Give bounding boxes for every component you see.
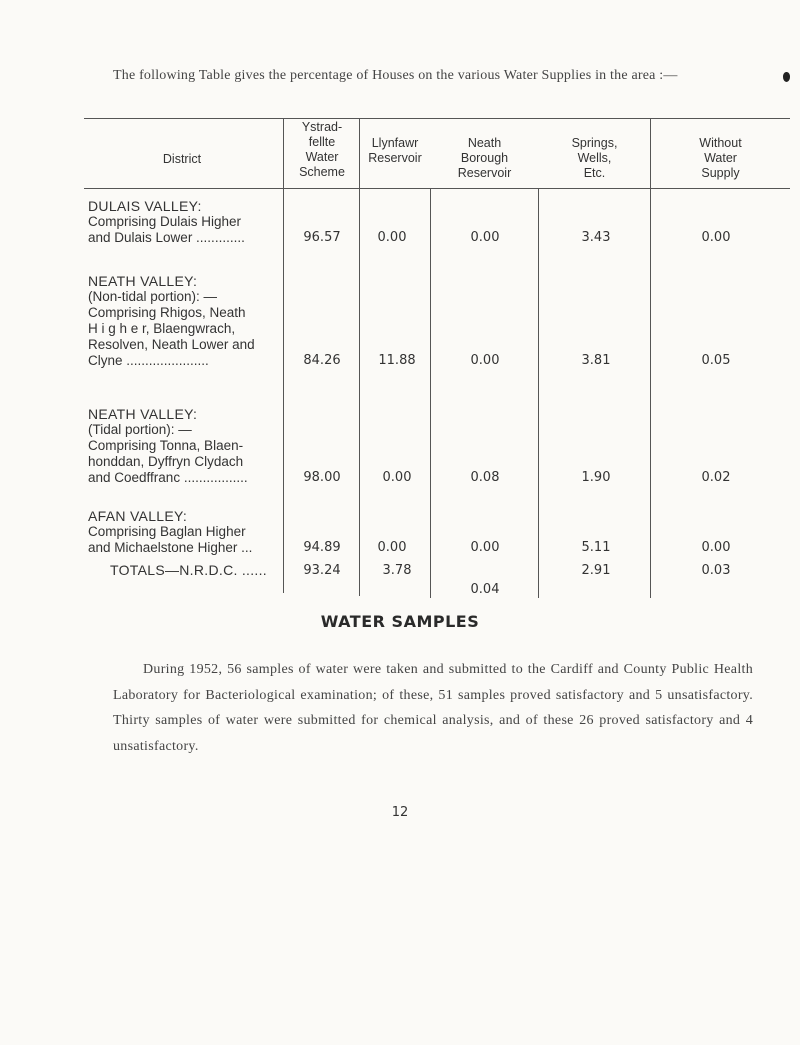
table-cell: 0.00 — [701, 540, 731, 555]
table-cell: 0.08 — [470, 470, 500, 485]
water-samples-paragraph: During 1952, 56 samples of water were taken and submitted to the Cardiff and County Public Health Laboratory for Bacteriological examination; of these, 51 samples proved satisfactory and 5 unsatisfactory. Thirty samples of water were submitted for chemical analysis, and of these 26 proved satisfactory and 4 unsatisfactory. — [113, 662, 753, 754]
table-cell: 0.02 — [701, 470, 731, 485]
table-cell: 0.00 — [470, 540, 500, 555]
column-divider — [430, 188, 431, 598]
table-cell: 3.81 — [581, 353, 611, 368]
table-row-district: NEATH VALLEY: (Tidal portion): — Comprising Tonna, Blaen- honddan, Dyffryn Clydach and Coedffranc ................. — [88, 406, 248, 485]
header-ystradfellte: Ystrad- fellte Water Scheme — [299, 120, 345, 179]
section-heading: WATER SAMPLES — [320, 612, 480, 631]
table-cell: 94.89 — [303, 540, 341, 555]
header-springs: Springs, Wells, Etc. — [571, 136, 618, 180]
table-cell: 3.43 — [581, 230, 611, 245]
table-cell: 98.00 — [303, 470, 341, 485]
totals-cell: 3.78 — [382, 563, 412, 578]
table-cell: 0.00 — [701, 230, 731, 245]
page-number: 12 — [391, 805, 409, 820]
totals-cell: 93.24 — [303, 563, 341, 578]
header-without-water: Without Water Supply — [699, 136, 742, 180]
table-cell: 0.00 — [470, 230, 500, 245]
totals-label: TOTALS—N.R.D.C. ...... — [110, 562, 267, 578]
table-header-rule — [84, 188, 790, 189]
totals-cell: 0.04 — [470, 582, 500, 597]
table-cell: 5.11 — [581, 540, 611, 555]
table-cell: 11.88 — [378, 353, 416, 368]
totals-cell: 2.91 — [581, 563, 611, 578]
intro-text: The following Table gives the percentage of Houses on the various Water Supplies in the area :— — [113, 68, 678, 83]
table-cell: 96.57 — [303, 230, 341, 245]
column-divider — [650, 118, 651, 598]
margin-mark — [783, 72, 790, 82]
table-row-district: NEATH VALLEY: (Non-tidal portion): — Comprising Rhigos, Neath H i g h e r, Blaengwrach, Resolven, Neath Lower and Clyne ...................... — [88, 273, 255, 368]
table-cell: 0.00 — [377, 230, 407, 245]
table-row-district: DULAIS VALLEY: Comprising Dulais Higher and Dulais Lower ............. — [88, 198, 245, 245]
table-cell: 1.90 — [581, 470, 611, 485]
table-cell: 0.05 — [701, 353, 731, 368]
header-district: District — [162, 152, 202, 166]
table-cell: 84.26 — [303, 353, 341, 368]
table-row-district: AFAN VALLEY: Comprising Baglan Higher and Michaelstone Higher ... — [88, 508, 253, 555]
table-cell: 0.00 — [470, 353, 500, 368]
header-llynfawr: Llynfawr Reservoir — [368, 136, 422, 165]
table-top-rule — [84, 118, 790, 119]
header-neath-borough: Neath Borough Reservoir — [457, 136, 512, 180]
column-divider — [538, 188, 539, 598]
totals-cell: 0.03 — [701, 563, 731, 578]
table-cell: 0.00 — [382, 470, 412, 485]
table-cell: 0.00 — [377, 540, 407, 555]
